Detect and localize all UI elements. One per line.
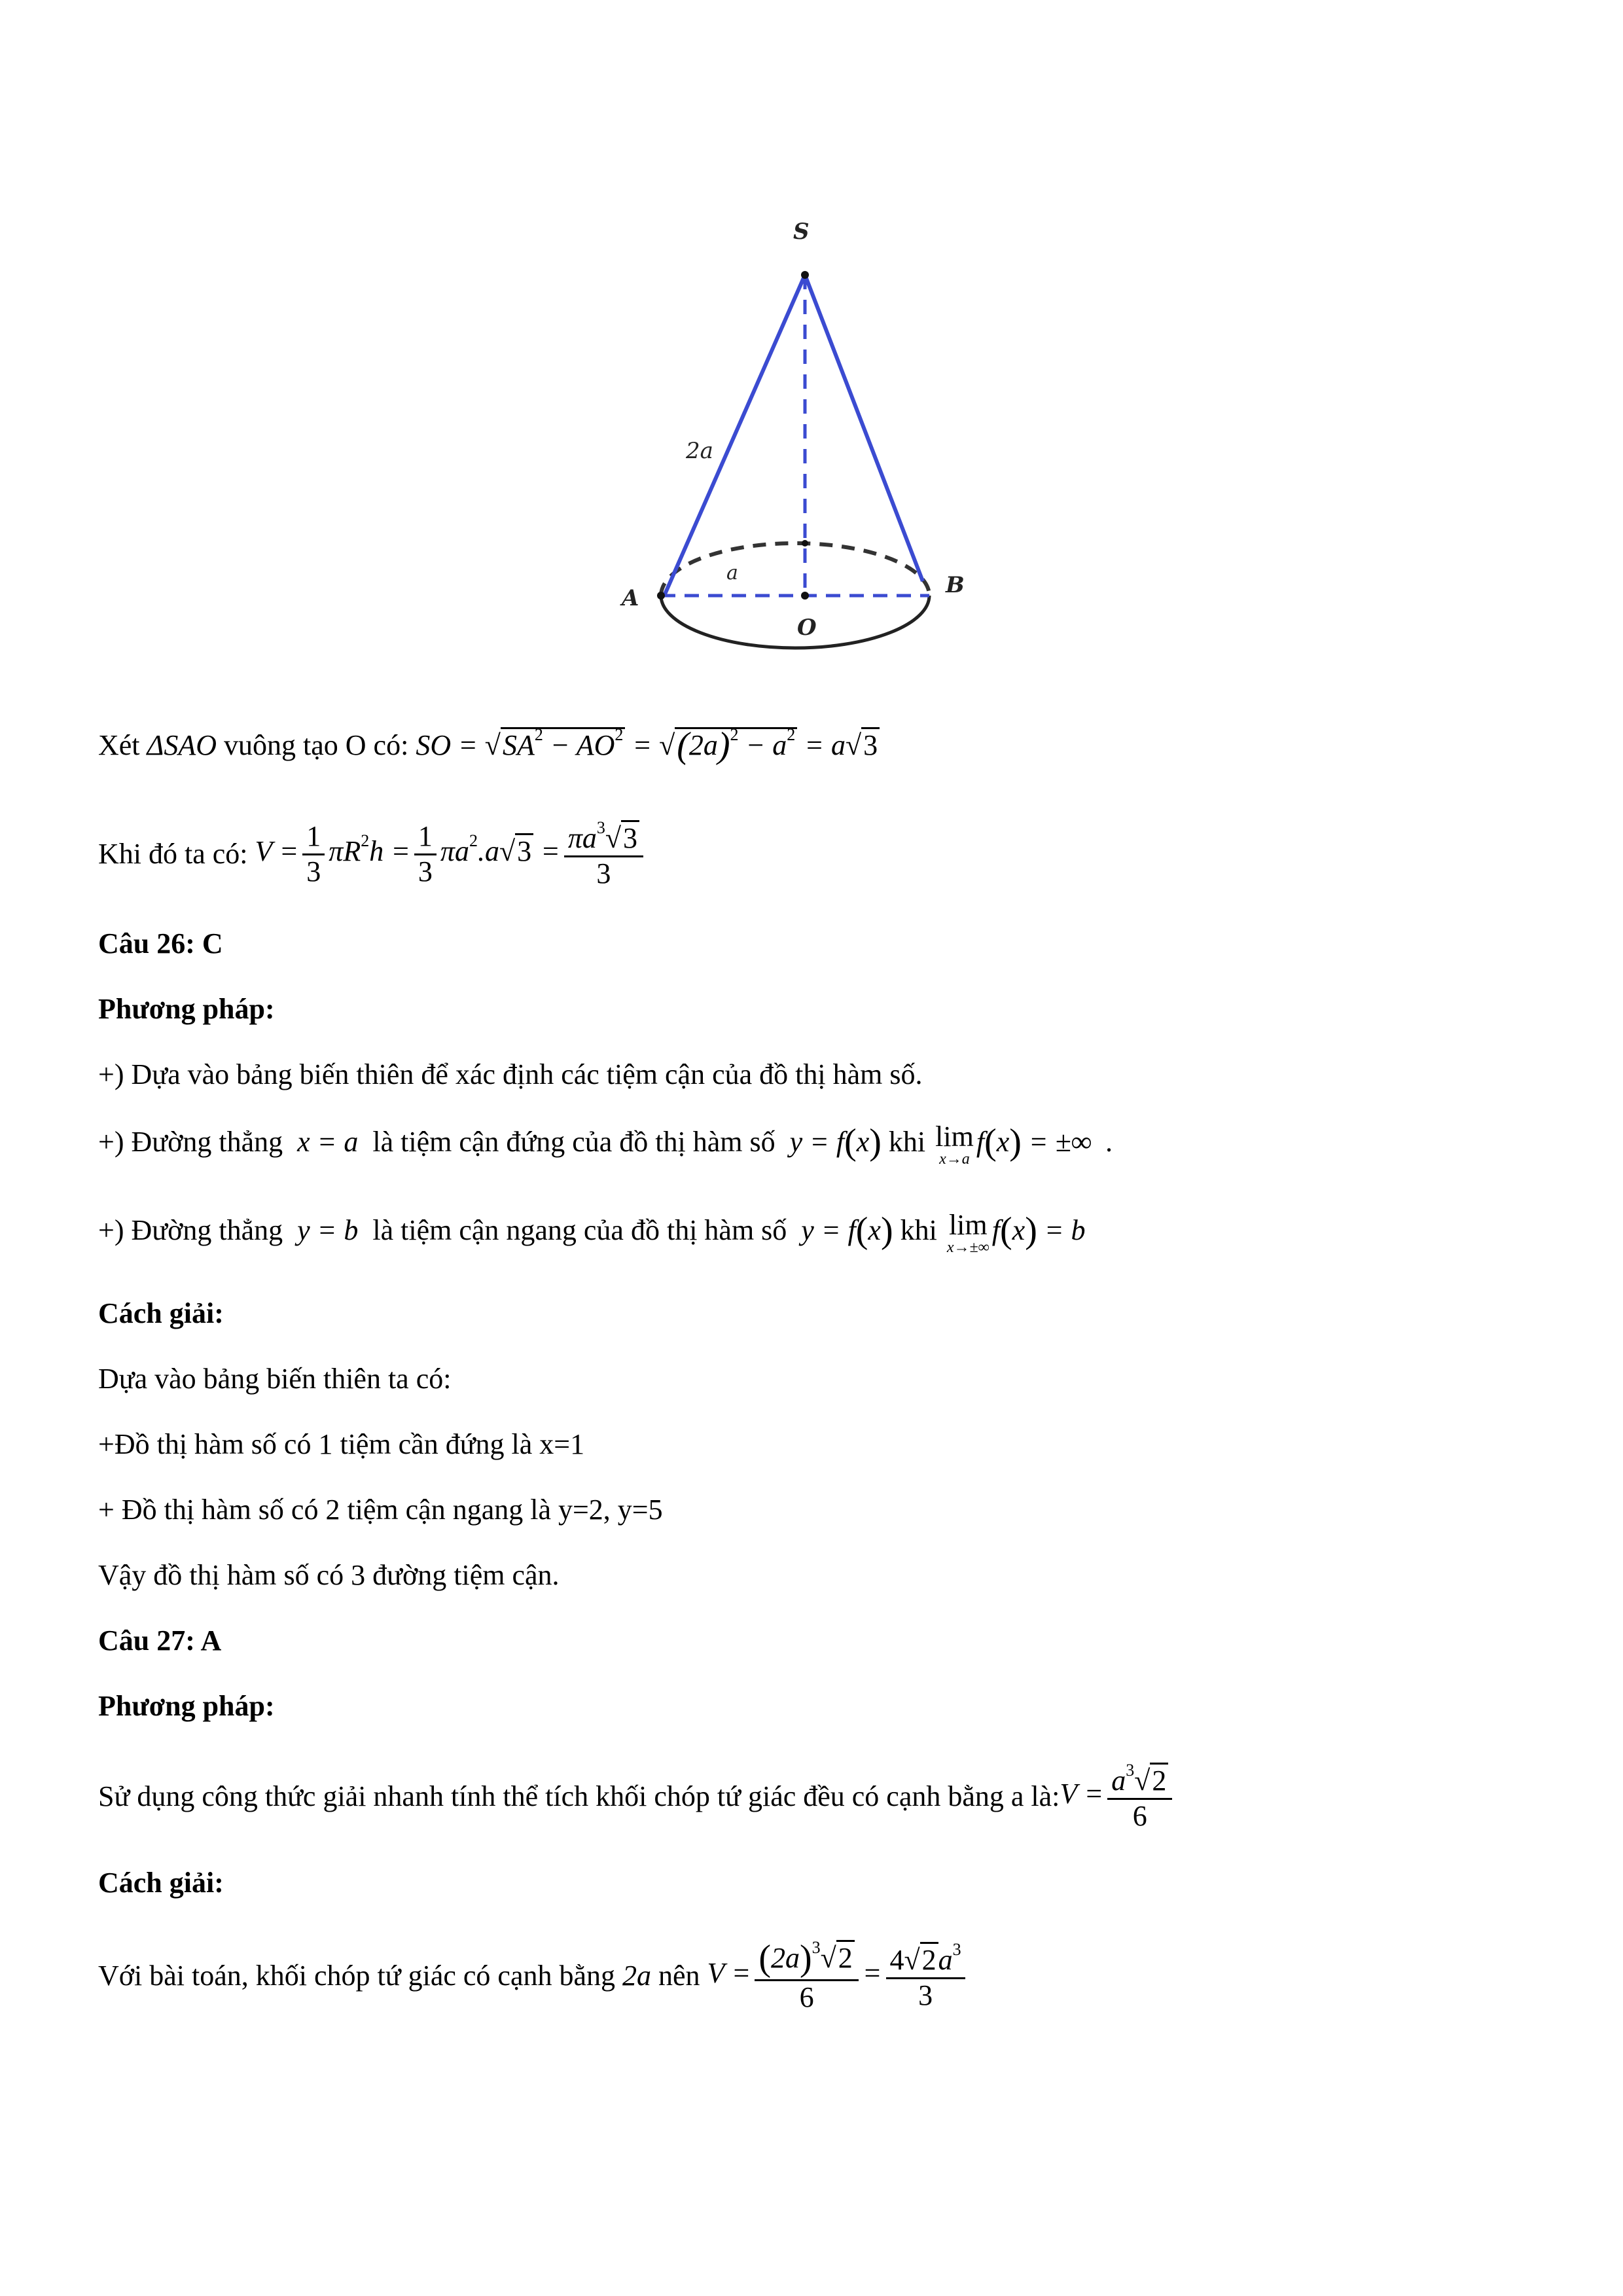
formula-v-result: V = $\frac{(2a)^3√2}{6}$ = $\frac{4√2a^3}{3}$ <box>707 1957 969 1989</box>
formula-y-fx-2: y = f(x) <box>794 1210 893 1251</box>
label-b: B <box>946 572 965 598</box>
point-a <box>657 592 665 600</box>
pp1-line-1: +) Dựa vào bảng biến thiên để xác định các tiệm cận của đồ thị hàm số. <box>98 1058 923 1090</box>
pp1-line-2 <box>98 1122 1113 1167</box>
cg1-line-2: +Đồ thị hàm số có 1 tiệm cần đứng là x=1 <box>98 1428 585 1460</box>
pp1-line-3 <box>98 1211 1086 1255</box>
formula-volume-line <box>98 818 647 890</box>
pp2-line-1 <box>98 1761 1176 1833</box>
pp2-l1-text: Sử dụng công thức giải nhanh tính thể tích khối chóp tứ giác đều có cạnh bằng a là: <box>98 1780 1060 1813</box>
pp1-l2-a: +) Đường thẳng <box>98 1126 283 1158</box>
cone-figure <box>589 209 1034 681</box>
formula-y-eq-b: y = b <box>290 1214 366 1247</box>
cach-giai-heading-1: Cách giải: <box>98 1297 224 1329</box>
formula-so: SO = $√SA^2 - AO^2 = √(2a)^2 - a^2 = a√3$ <box>416 727 880 761</box>
cone-base-back <box>661 543 929 596</box>
label-a: A <box>622 585 639 611</box>
formula-limit-b: f(x) = b <box>991 1210 1086 1251</box>
formula-y-fx: y = f(x) <box>782 1122 882 1163</box>
cach-giai-heading-2: Cách giải: <box>98 1867 224 1899</box>
cg2-l1-c: nên <box>658 1960 700 1992</box>
cone-base-front <box>661 596 929 648</box>
formula-so-line <box>98 726 880 764</box>
pp1-l3-a: +) Đường thẳng <box>98 1214 283 1247</box>
cg2-line-1 <box>98 1937 969 2015</box>
label-radius: a <box>726 562 738 584</box>
phuong-phap-heading-1: Phương pháp: <box>98 993 275 1025</box>
point-top <box>802 540 808 547</box>
triangle-sao: ΔSAO <box>147 729 217 761</box>
label-s: S <box>793 219 810 245</box>
pp1-l3-b: là tiệm cận ngang của đồ thị hàm số <box>372 1214 787 1247</box>
text-xet: Xét <box>98 729 140 761</box>
cg1-line-1: Dựa vào bảng biến thiên ta có: <box>98 1363 452 1395</box>
formula-volume: V = $\frac{1}{3}$ $\pi R^2h$ = $\frac{1}{3}$ $\pi a^2.a√3$ = $\frac{\pi a^3√3}{3}$ <box>255 835 648 867</box>
point-s <box>801 271 809 279</box>
pp1-l2-b: là tiệm cận đứng của đồ thị hàm số <box>372 1126 776 1158</box>
cg2-l1-b: 2a <box>622 1960 652 1992</box>
pp1-l2-c: khi <box>888 1126 926 1158</box>
cau-27-heading: Câu 27: A <box>98 1624 222 1657</box>
formula-v-quick: V = $\frac{a^3√2}{6}$ <box>1060 1778 1176 1810</box>
label-slant: 2a <box>686 438 713 464</box>
text-vuong: vuông tạo O có: <box>224 729 409 761</box>
limit-x-to-a: lim x→a <box>935 1121 974 1168</box>
text-khi-do: Khi đó ta có: <box>98 838 248 870</box>
cg1-line-4: Vậy đồ thị hàm số có 3 đường tiệm cận. <box>98 1559 560 1591</box>
pp1-l3-c: khi <box>900 1214 937 1247</box>
label-o: O <box>797 615 817 641</box>
cg1-line-3: + Đồ thị hàm số có 2 tiệm cận ngang là y=2, y=5 <box>98 1494 663 1526</box>
phuong-phap-heading-2: Phương pháp: <box>98 1690 275 1722</box>
cau-26-heading: Câu 26: C <box>98 927 223 960</box>
formula-limit-infinity: f(x) = ±∞ . <box>976 1122 1114 1163</box>
limit-x-to-infinity: lim x→±∞ <box>946 1209 990 1256</box>
formula-x-eq-a: x = a <box>290 1126 366 1158</box>
point-o <box>801 592 809 600</box>
cone-slant-sb <box>805 275 923 581</box>
cg2-l1-a: Với bài toán, khối chóp tứ giác có cạnh bằng <box>98 1960 616 1992</box>
